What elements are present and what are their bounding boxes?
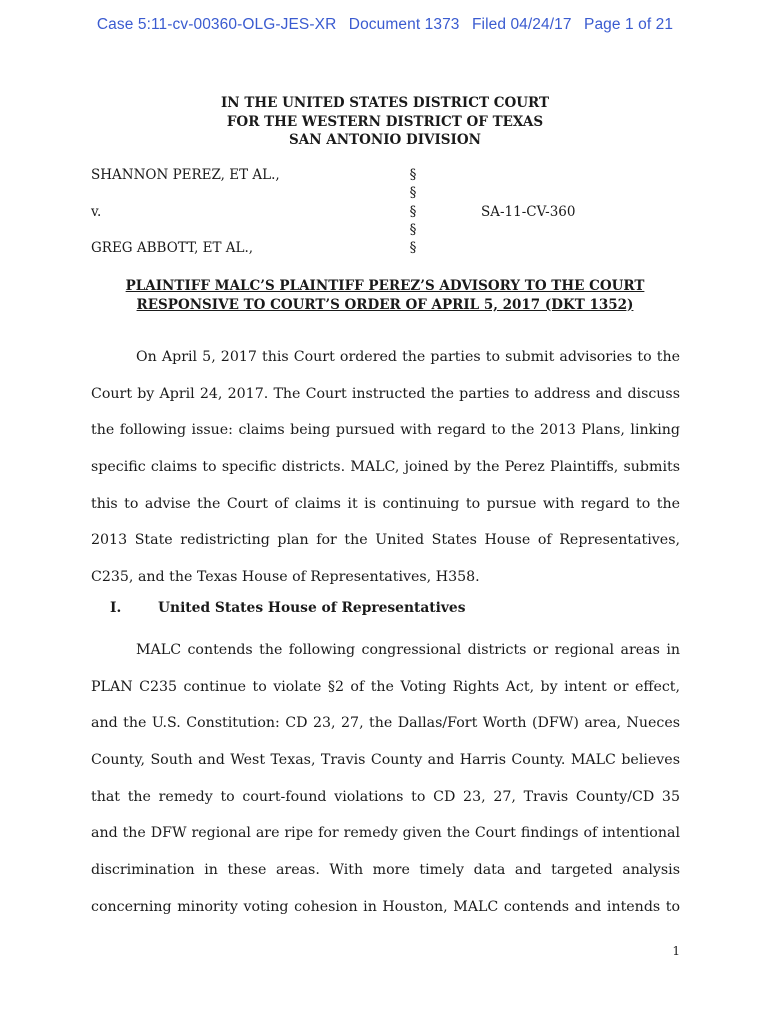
section-symbol: § [409, 167, 417, 183]
document-title [0, 277, 770, 314]
plaintiff-name: SHANNON PEREZ, ET AL., [91, 167, 280, 183]
court-heading-line: FOR THE WESTERN DISTRICT OF TEXAS [226, 113, 544, 130]
text-line: 2013 State redistricting plan for the United States House of Representatives, [91, 532, 680, 549]
text-line: and the U.S. Constitution: CD 23, 27, the Dallas/Fort Worth (DFW) area, Nueces [91, 715, 680, 732]
section-symbol: § [409, 185, 417, 201]
court-heading-line: SAN ANTONIO DIVISION [289, 132, 481, 148]
text-line: and the DFW regional are ripe for remedy given the Court findings of intentional [91, 825, 680, 842]
section-heading [110, 600, 465, 616]
section-symbol: § [409, 204, 417, 220]
defendant-name: GREG ABBOTT, ET AL., [91, 240, 254, 256]
text-line: C235, and the Texas House of Representatives, H358. [91, 569, 480, 586]
document-title-line: RESPONSIVE TO COURT’S ORDER OF APRIL 5, 2017 (DKT 1352) [136, 296, 634, 313]
section-symbol: § [409, 222, 417, 238]
section-symbol: § [409, 240, 417, 256]
paragraph-intro [91, 339, 680, 596]
filed-date: Filed 04/24/17 [471, 16, 572, 33]
text-line: that the remedy to court-found violations to CD 23, 27, Travis County/CD 35 [91, 788, 680, 805]
docket-number: SA-11-CV-360 [481, 204, 576, 220]
text-line: County, South and West Texas, Travis County and Harris County. MALC believes [91, 752, 680, 769]
court-heading [0, 94, 770, 150]
section-title: United States House of Representatives [158, 600, 466, 616]
text-line: On April 5, 2017 this Court ordered the parties to submit advisories to the [136, 349, 680, 365]
ecf-header-stamp [0, 16, 770, 34]
text-line: the following issue: claims being pursued with regard to the 2013 Plans, linking [91, 422, 680, 439]
text-line: specific claims to specific districts. MALC, joined by the Perez Plaintiffs, submits [91, 459, 680, 476]
page-count: Page 1 of 21 [584, 16, 674, 33]
text-line: Court by April 24, 2017. The Court instructed the parties to address and discuss [91, 385, 680, 402]
text-line: discrimination in these areas. With more timely data and targeted analysis [91, 862, 680, 879]
paragraph-congress [91, 632, 680, 926]
case-number: Case 5:11-cv-00360-OLG-JES-XR [96, 16, 337, 33]
text-line: MALC contends the following congressional districts or regional areas in [136, 642, 680, 658]
text-line: PLAN C235 continue to violate §2 of the Voting Rights Act, by intent or effect, [91, 678, 680, 695]
court-heading-line: IN THE UNITED STATES DISTRICT COURT [220, 95, 550, 111]
document-number: Document 1373 [348, 16, 460, 33]
document-title-line: PLAINTIFF MALC’S PLAINTIFF PEREZ’S ADVISORY TO THE COURT [125, 278, 645, 294]
text-line: this to advise the Court of claims it is continuing to pursue with regard to the [91, 495, 680, 512]
page-number: 1 [672, 944, 680, 958]
case-caption [91, 167, 691, 261]
versus-label: v. [91, 204, 102, 220]
section-number: I. [110, 600, 122, 616]
text-line: concerning minority voting cohesion in Houston, MALC contends and intends to [91, 898, 680, 915]
